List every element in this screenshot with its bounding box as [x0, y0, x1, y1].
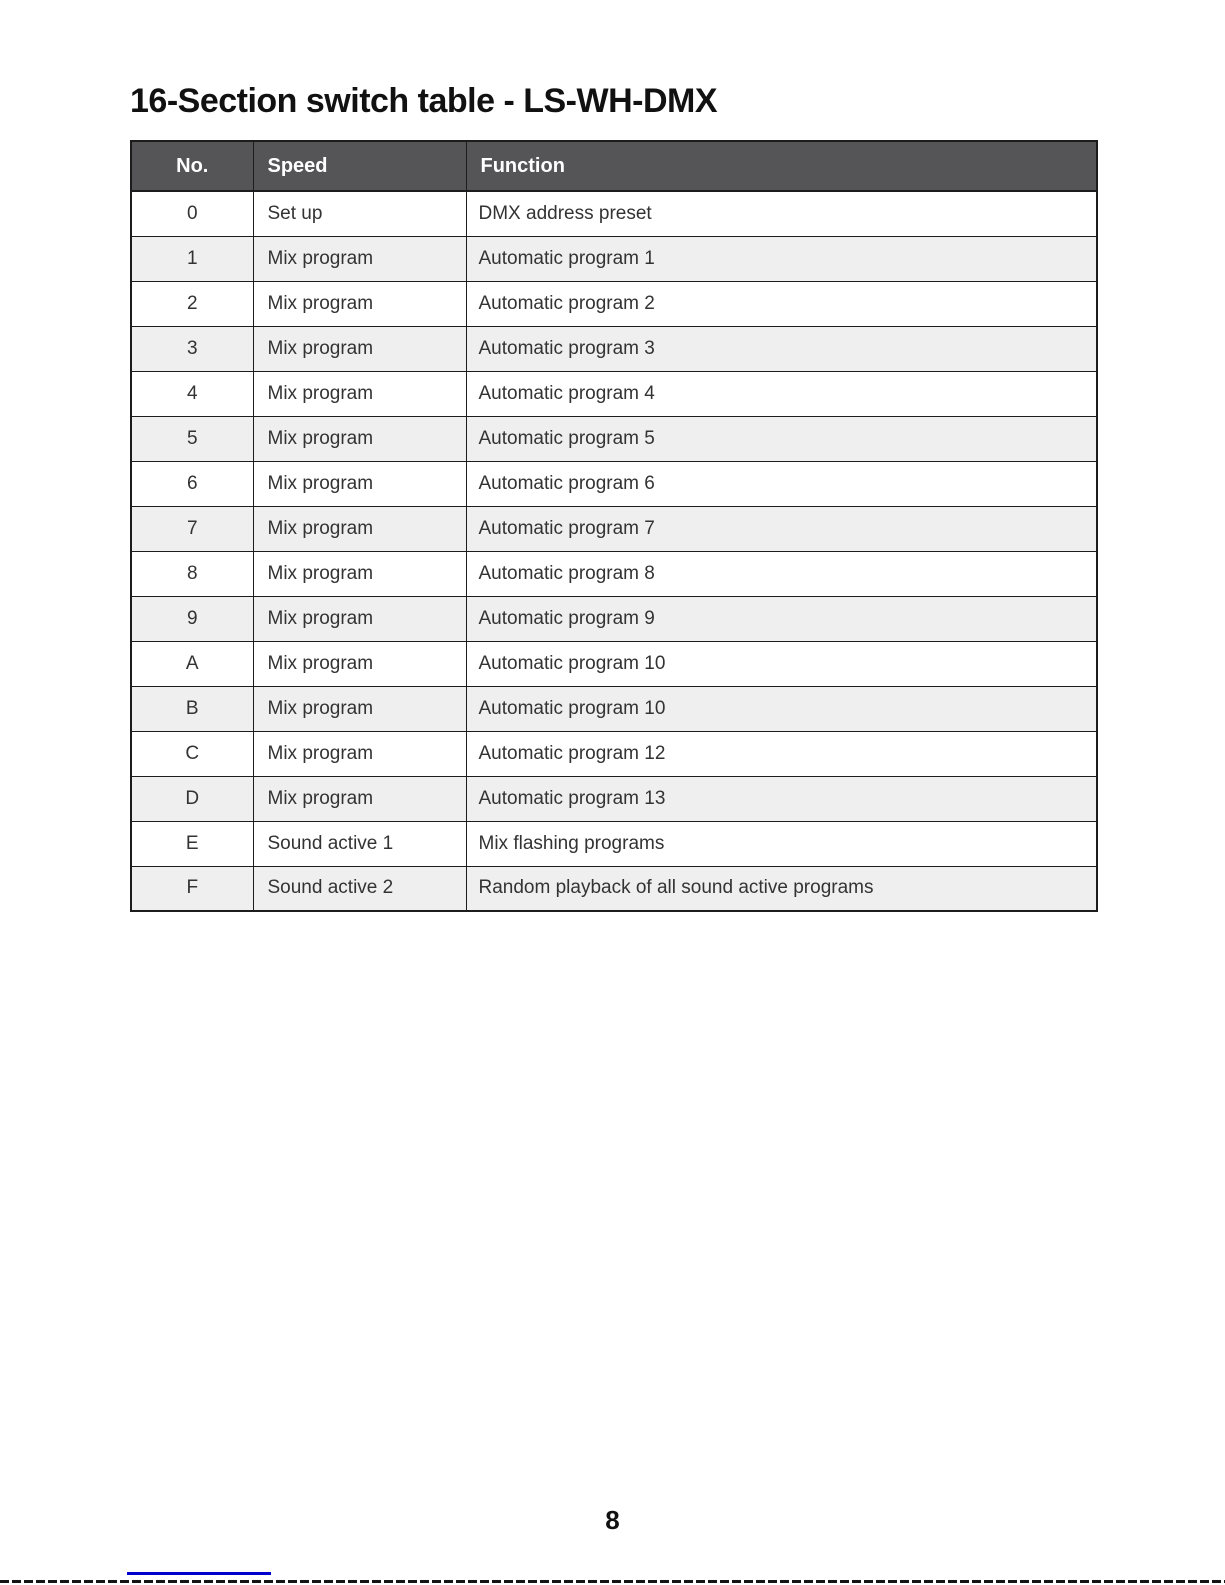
cell-no: 8	[131, 551, 253, 596]
cell-function: DMX address preset	[466, 191, 1097, 236]
cell-speed: Mix program	[253, 506, 466, 551]
cell-speed: Mix program	[253, 416, 466, 461]
cell-no: 5	[131, 416, 253, 461]
cell-no: C	[131, 731, 253, 776]
cell-no: E	[131, 821, 253, 866]
cell-speed: Mix program	[253, 281, 466, 326]
cell-speed: Mix program	[253, 371, 466, 416]
cell-no: F	[131, 866, 253, 911]
cell-function: Automatic program 9	[466, 596, 1097, 641]
table-row	[131, 731, 1097, 776]
cell-function: Automatic program 4	[466, 371, 1097, 416]
cell-speed: Sound active 2	[253, 866, 466, 911]
cell-speed: Mix program	[253, 686, 466, 731]
cell-no: 4	[131, 371, 253, 416]
cell-speed: Mix program	[253, 776, 466, 821]
cell-function: Automatic program 1	[466, 236, 1097, 281]
cell-function: Automatic program 13	[466, 776, 1097, 821]
table-row	[131, 236, 1097, 281]
cell-function: Random playback of all sound active programs	[466, 866, 1097, 911]
table-row	[131, 866, 1097, 911]
cell-speed: Mix program	[253, 326, 466, 371]
cell-speed: Mix program	[253, 641, 466, 686]
table-row	[131, 596, 1097, 641]
table-row	[131, 461, 1097, 506]
cell-speed: Mix program	[253, 461, 466, 506]
page-number: 8	[605, 1505, 620, 1535]
page-title: 16-Section switch table - LS-WH-DMX	[130, 82, 717, 120]
cell-function: Automatic program 8	[466, 551, 1097, 596]
column-header-no: No.	[131, 141, 253, 191]
cell-no: 0	[131, 191, 253, 236]
table-row	[131, 416, 1097, 461]
table-row	[131, 641, 1097, 686]
cell-speed: Mix program	[253, 236, 466, 281]
cell-speed: Set up	[253, 191, 466, 236]
table-row	[131, 326, 1097, 371]
cell-no: 3	[131, 326, 253, 371]
cell-function: Automatic program 3	[466, 326, 1097, 371]
cell-function: Mix flashing programs	[466, 821, 1097, 866]
cell-no: B	[131, 686, 253, 731]
column-header-function: Function	[466, 141, 1097, 191]
table-row	[131, 506, 1097, 551]
cell-function: Automatic program 10	[466, 686, 1097, 731]
cell-function: Automatic program 10	[466, 641, 1097, 686]
cell-function: Automatic program 12	[466, 731, 1097, 776]
cell-no: D	[131, 776, 253, 821]
table-row	[131, 191, 1097, 236]
cell-no: 2	[131, 281, 253, 326]
cell-function: Automatic program 2	[466, 281, 1097, 326]
table-row	[131, 281, 1097, 326]
table-header-row	[131, 141, 1097, 191]
cell-function: Automatic program 7	[466, 506, 1097, 551]
table-row	[131, 686, 1097, 731]
cell-no: A	[131, 641, 253, 686]
switch-table-header	[131, 141, 1097, 191]
cell-speed: Mix program	[253, 551, 466, 596]
switch-table	[130, 140, 1098, 912]
cell-no: 6	[131, 461, 253, 506]
cell-no: 9	[131, 596, 253, 641]
table-row	[131, 776, 1097, 821]
table-row	[131, 821, 1097, 866]
table-row	[131, 371, 1097, 416]
cell-function: Automatic program 5	[466, 416, 1097, 461]
cell-no: 7	[131, 506, 253, 551]
cell-function: Automatic program 6	[466, 461, 1097, 506]
cell-speed: Mix program	[253, 596, 466, 641]
page-bottom-dashed-border	[0, 1580, 1225, 1583]
cell-no: 1	[131, 236, 253, 281]
cell-speed: Mix program	[253, 731, 466, 776]
cell-speed: Sound active 1	[253, 821, 466, 866]
footer-link-underline	[127, 1572, 271, 1575]
table-row	[131, 551, 1097, 596]
switch-table-body	[131, 191, 1097, 911]
column-header-speed: Speed	[253, 141, 466, 191]
